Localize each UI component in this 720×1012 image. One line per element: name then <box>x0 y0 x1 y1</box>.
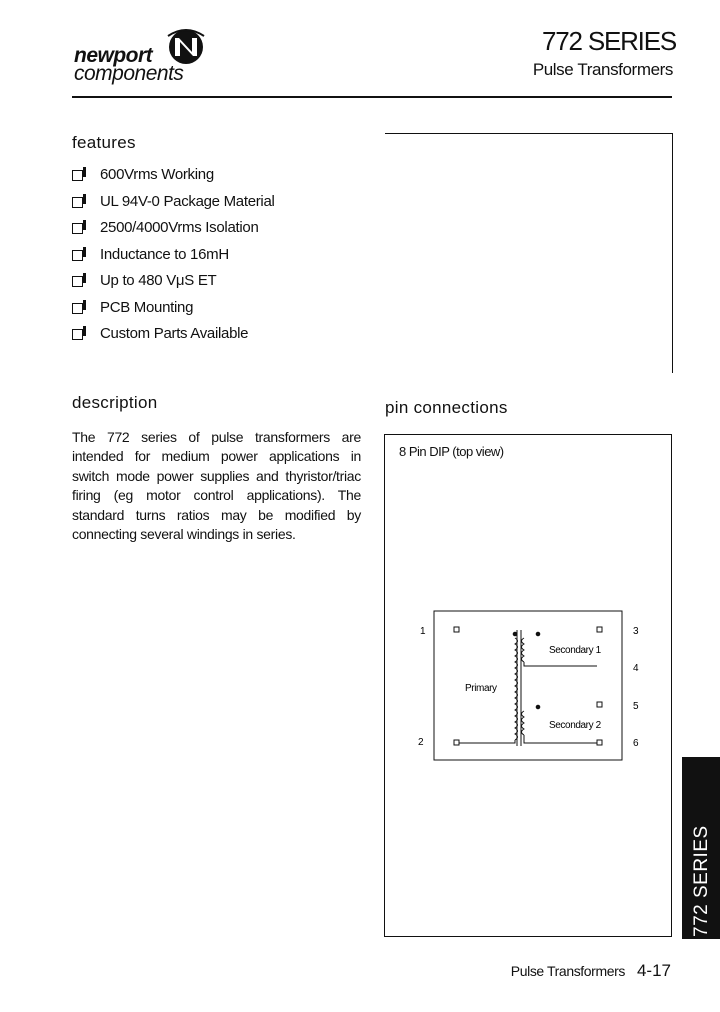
image-box-top-rule <box>385 133 673 134</box>
pin-connections-heading: pin connections <box>385 398 508 417</box>
feature-label: Custom Parts Available <box>100 325 249 342</box>
pin-number-3: 3 <box>633 626 639 637</box>
logo-newport-text: newport <box>74 44 153 67</box>
pin-pad-5 <box>597 702 602 707</box>
footer-label: Pulse Transformers <box>510 963 625 979</box>
feature-label: UL 94V-0 Package Material <box>100 192 275 210</box>
feature-item <box>72 166 275 193</box>
description-text: The 772 series of pulse transformers are intended for medium power applications in switch mode power supplies and thyristor/triac firing (eg motor control applications). The standard turns ratios may be modified by connecting several windings in series. <box>72 429 361 543</box>
features-heading: features <box>72 133 136 152</box>
pin-pad-1 <box>454 627 459 632</box>
feature-item <box>72 299 275 326</box>
checkbox-icon <box>72 303 83 314</box>
checkbox-icon <box>72 250 83 261</box>
primary-label: Primary <box>465 683 497 694</box>
secondary1-label: Secondary 1 <box>549 645 601 656</box>
feature-label: Inductance to 16mH <box>100 245 229 263</box>
checkbox-icon <box>72 329 83 340</box>
description-heading: description <box>72 393 158 412</box>
image-box-right-rule <box>672 133 673 373</box>
pin-caption: 8 Pin DIP (top view) <box>399 444 504 459</box>
feature-item <box>72 272 275 299</box>
pin-pad-3 <box>597 627 602 632</box>
feature-item <box>72 193 275 220</box>
pin-number-1: 1 <box>420 626 426 637</box>
secondary2-label: Secondary 2 <box>549 720 601 731</box>
logo-components-text: components <box>74 62 184 85</box>
features-list <box>72 166 275 352</box>
footer <box>511 961 671 981</box>
feature-item <box>72 246 275 273</box>
checkbox-icon <box>72 197 83 208</box>
feature-label: 600Vrms Working <box>100 166 214 183</box>
header-rule <box>72 96 672 98</box>
side-tab-text: 772 SERIES <box>691 825 712 937</box>
feature-label: PCB Mounting <box>100 298 194 316</box>
pin-number-4: 4 <box>633 663 639 674</box>
newport-logo-icon <box>166 26 206 68</box>
pin-number-5: 5 <box>633 701 639 712</box>
feature-item <box>72 219 275 246</box>
side-tab <box>682 757 720 939</box>
feature-item <box>72 325 275 352</box>
pin-pad-2 <box>454 740 459 745</box>
package-outline <box>434 611 622 760</box>
pin-number-6: 6 <box>633 738 639 749</box>
feature-label: Up to 480 VμS ET <box>100 272 217 289</box>
page-number: 4-17 <box>636 961 671 980</box>
checkbox-icon <box>72 170 83 181</box>
pin-diagram <box>410 606 650 766</box>
pin-pad-6 <box>597 740 602 745</box>
checkbox-icon <box>72 223 83 234</box>
series-subtitle: Pulse Transformers <box>532 60 673 79</box>
series-title: 772 SERIES <box>542 26 676 56</box>
pin-number-2: 2 <box>418 737 424 748</box>
checkbox-icon <box>72 276 83 287</box>
feature-label: 2500/4000Vrms Isolation <box>100 219 259 236</box>
